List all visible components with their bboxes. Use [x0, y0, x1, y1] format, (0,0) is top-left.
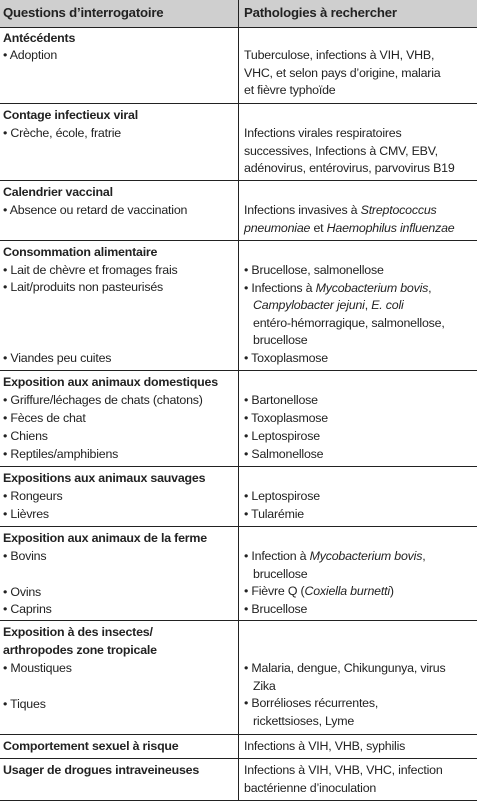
- row-item: • Rongeurs: [3, 489, 63, 503]
- row-category: Usager de drogues intraveineuses: [3, 763, 200, 777]
- row-item: • Viandes peu cuites: [3, 351, 112, 365]
- row-item: • Fèces de chat: [3, 411, 86, 425]
- row-item: • Lait de chèvre et fromages frais: [3, 263, 178, 277]
- row-category: Exposition à des insectes/: [3, 625, 153, 639]
- row-item: • Moustiques: [3, 661, 72, 675]
- row-category: arthropodes zone tropicale: [3, 643, 157, 657]
- row-pathology: • Malaria, dengue, Chikungunya, virus Zika • Borrélioses récurrentes, rickettsioses, Lyme: [244, 661, 446, 728]
- row-pathology: Infections à VIH, VHB, VHC, infection bactérienne d’inoculation: [244, 763, 443, 795]
- row-category: Expositions aux animaux sauvages: [3, 471, 206, 485]
- row-category: Comportement sexuel à risque: [3, 739, 179, 753]
- row-item: • Tiques: [3, 697, 46, 711]
- row-pathology: Infections invasives à Streptococcus pneumoniae et Haemophilus influenzae: [244, 203, 455, 235]
- row-item: • Reptiles/amphibiens: [3, 447, 119, 461]
- row-category: Exposition aux animaux domestiques: [3, 375, 218, 389]
- row-item: • Lièvres: [3, 507, 49, 521]
- row-category: Exposition aux animaux de la ferme: [3, 531, 207, 545]
- row-item: • Chiens: [3, 429, 48, 443]
- row-pathology: Infections à VIH, VHB, syphilis: [244, 739, 406, 753]
- row-item: • Lait/produits non pasteurisés: [3, 280, 164, 294]
- row-pathology: Infections virales respiratoires successives, Infections à CMV, EBV, adénovirus, entérovirus, parvovirus B19: [244, 126, 455, 176]
- row-pathology: • Brucellose, salmonellose • Infections à Mycobacterium bovis, Campylobacter jejuni, E. coli entéro-hémorragique, salmonellose, brucellose • Toxoplasmose: [244, 263, 445, 365]
- row-item: • Griffure/léchages de chats (chatons): [3, 393, 203, 407]
- row-item: • Adoption: [3, 48, 58, 62]
- row-item: • Bovins: [3, 549, 47, 563]
- header-questions: Questions d’interrogatoire: [3, 5, 164, 20]
- column-divider: [238, 0, 239, 801]
- row-item: • Crèche, école, fratrie: [3, 126, 121, 140]
- header-pathologies: Pathologies à rechercher: [244, 5, 397, 20]
- row-item: • Caprins: [3, 602, 52, 616]
- row-category: Contage infectieux viral: [3, 108, 138, 122]
- row-category: Antécédents: [3, 31, 76, 45]
- row-category: Consommation alimentaire: [3, 245, 158, 259]
- row-category: Calendrier vaccinal: [3, 185, 113, 199]
- row-item: • Absence ou retard de vaccination: [3, 203, 188, 217]
- row-item: • Ovins: [3, 585, 42, 599]
- row-pathology: • Infection à Mycobacterium bovis, brucellose • Fièvre Q (Coxiella burnetti) • Brucellose: [244, 549, 426, 616]
- row-pathology: Tuberculose, infections à VIH, VHB, VHC, et selon pays d’origine, malaria et fièvre typhoïde: [244, 48, 441, 98]
- row-pathology: • Bartonellose • Toxoplasmose • Leptospirose • Salmonellose: [244, 393, 328, 461]
- row-pathology: • Leptospirose • Tularémie: [244, 489, 320, 521]
